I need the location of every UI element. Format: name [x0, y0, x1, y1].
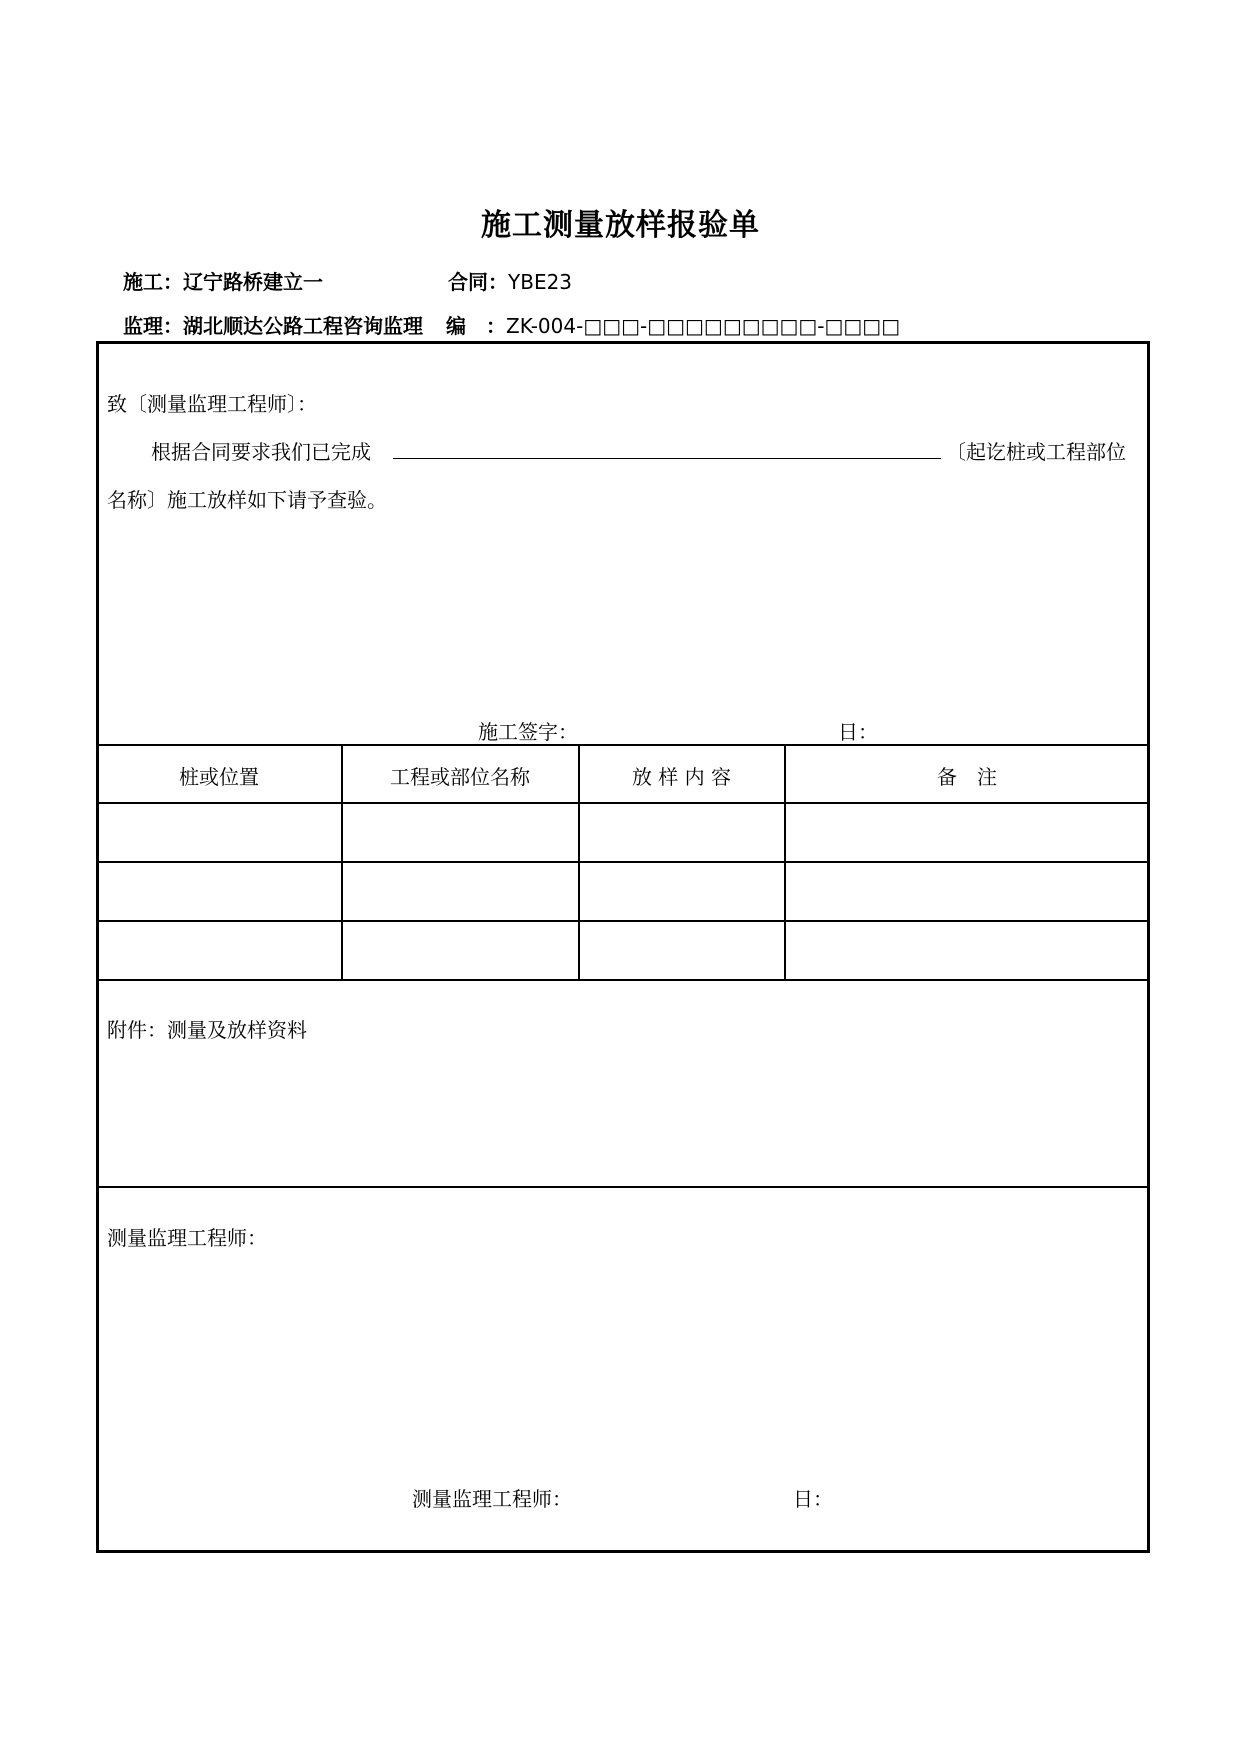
column-header-station: 桩或位置	[179, 765, 259, 789]
supervisor-value: 湖北顺达公路工程咨询监理	[183, 314, 423, 338]
body-line-1-start: 根据合同要求我们已完成	[151, 440, 371, 464]
contractor-row	[123, 266, 323, 295]
table-top-border	[97, 744, 1149, 746]
column-header-remarks: 备 注	[937, 765, 997, 789]
table-bottom-border	[97, 979, 1149, 981]
to-line: 致〔测量监理工程师〕：	[107, 392, 317, 416]
engineer-label: 测量监理工程师：	[107, 1226, 267, 1250]
attachment-label: 附件：测量及放样资料	[107, 1018, 307, 1042]
contract-value: YBE23	[508, 270, 573, 294]
table-row[interactable]	[97, 862, 1149, 920]
engineer-sign-label: 测量监理工程师：	[412, 1487, 572, 1511]
contractor-label: 施工：	[123, 270, 183, 294]
engineer-date-label: 日：	[793, 1487, 833, 1511]
code-row	[446, 310, 900, 339]
supervisor-row	[123, 310, 423, 339]
column-header-content: 放 样 内 容	[631, 765, 732, 789]
construction-date-label: 日：	[838, 720, 878, 744]
document-title: 施工测量放样报验单	[481, 208, 760, 243]
contract-row	[448, 266, 572, 295]
supervisor-label: 监理：	[123, 314, 183, 338]
column-header-part-name: 工程或部位名称	[390, 765, 530, 789]
code-value: ZK-004-□□□-□□□□□□□□□-□□□□	[506, 314, 901, 338]
table-row[interactable]	[97, 921, 1149, 979]
code-label: 编 ：	[446, 314, 506, 338]
construction-sign-label: 施工签字：	[478, 720, 578, 744]
table-row[interactable]	[97, 803, 1149, 861]
contract-label: 合同：	[448, 270, 508, 294]
completed-item-blank[interactable]	[393, 458, 941, 459]
body-line-1-end: 〔起讫桩或工程部位	[946, 440, 1126, 464]
section-divider	[97, 1186, 1149, 1188]
body-line-2: 名称〕施工放样如下请予查验。	[107, 488, 387, 512]
contractor-value: 辽宁路桥建立一	[183, 270, 323, 294]
